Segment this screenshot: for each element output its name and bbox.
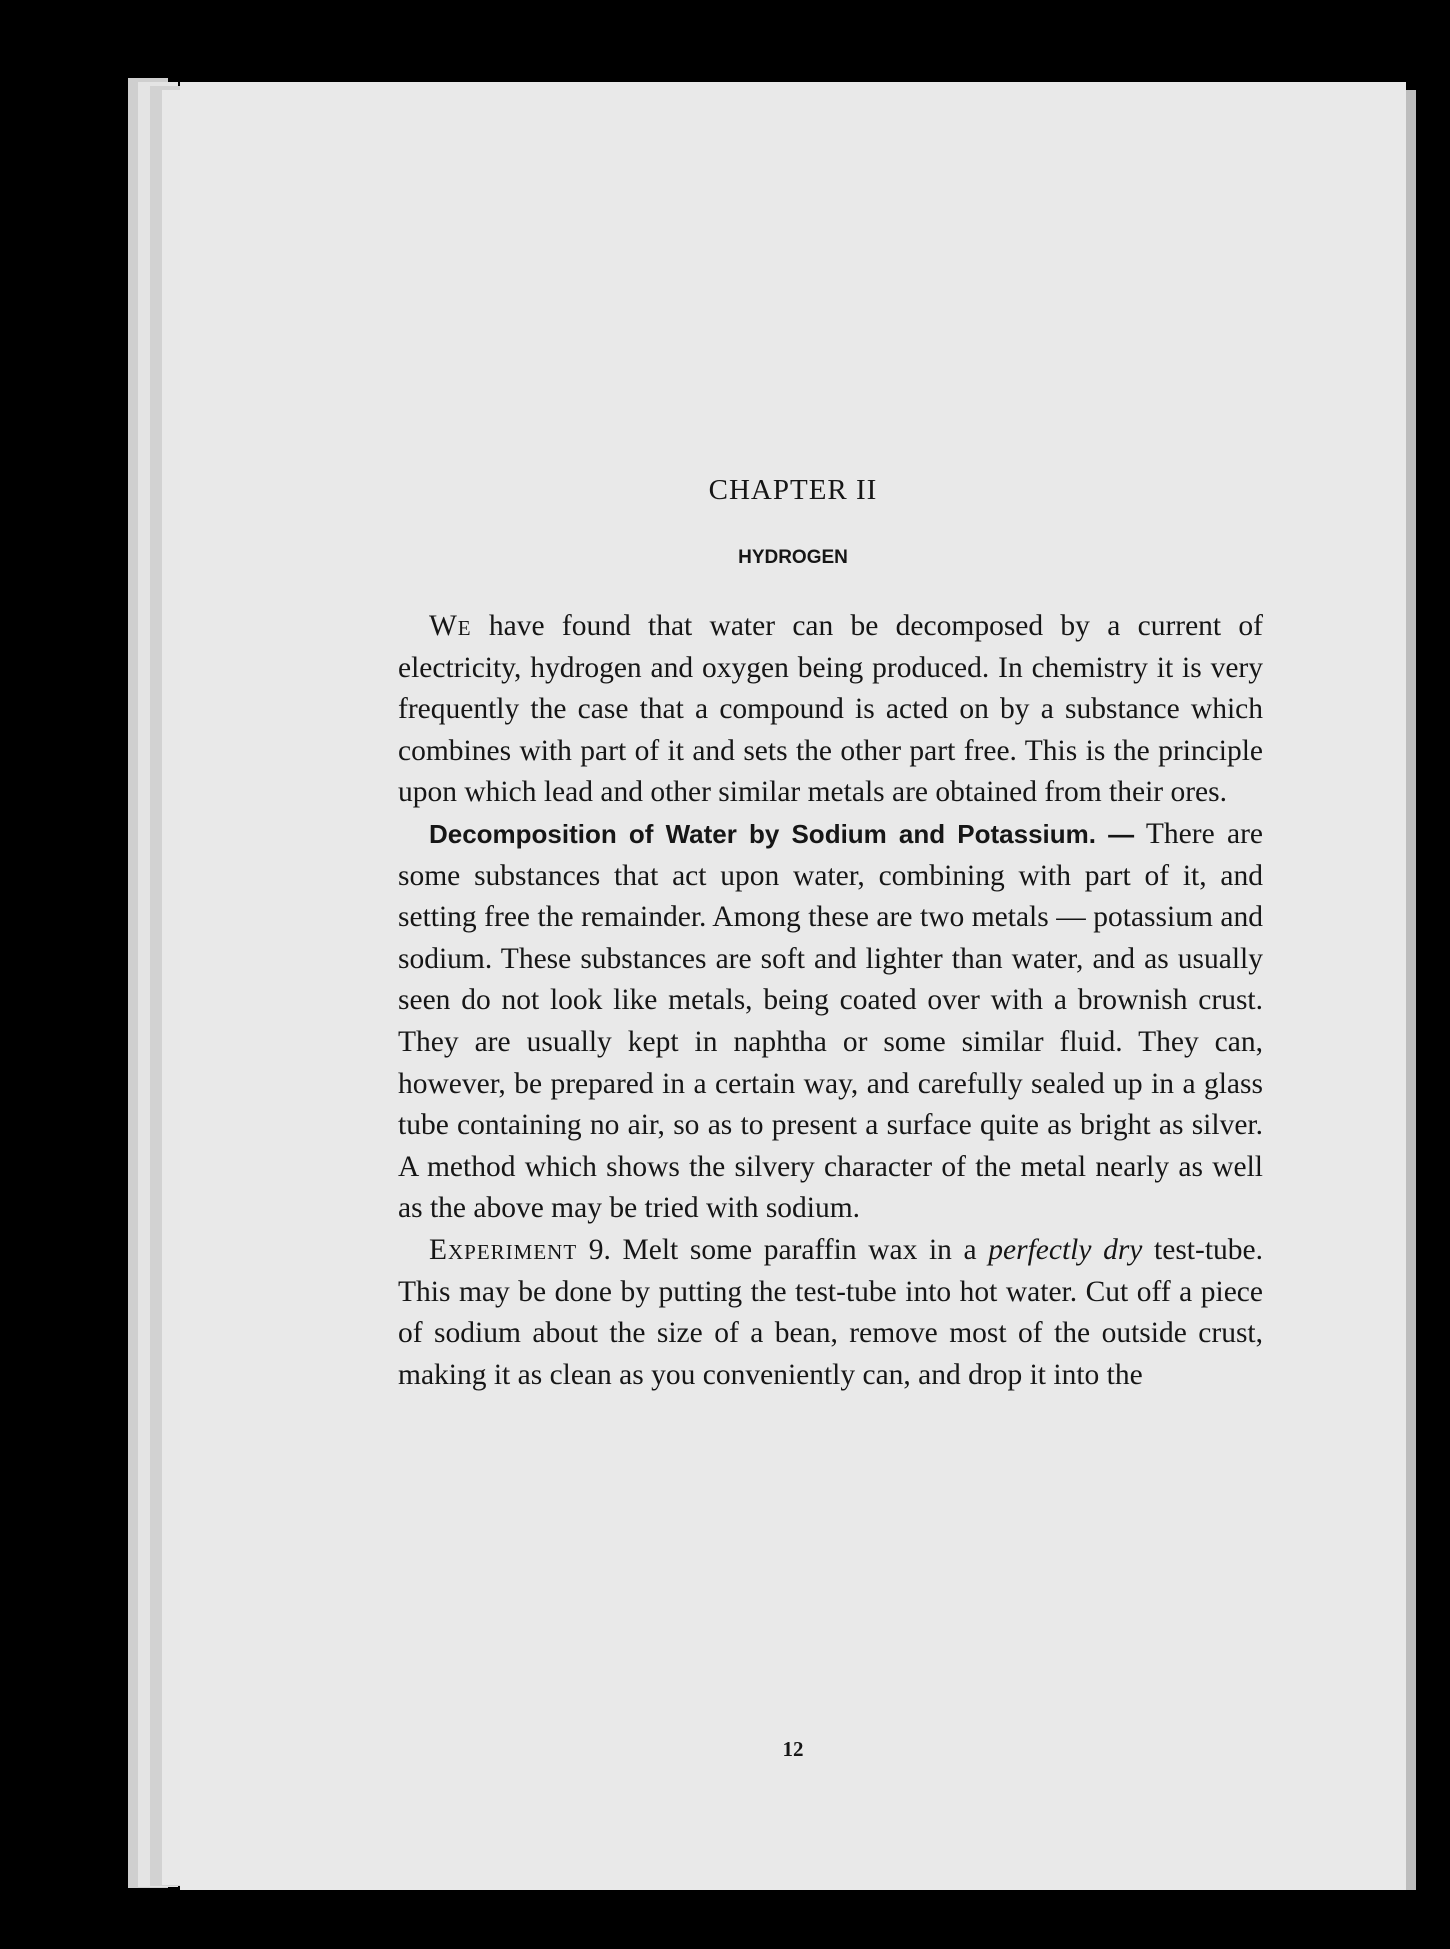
experiment-label: Experiment	[428, 1233, 578, 1266]
paragraph-text: have found that water can be decomposed by a current of electricity, hydrogen and oxygen being produced. In chemistry it is very frequently the case that a compound is acted on by a substance which combines with part of it and sets the other part free. This is the principle upon which lead and other similar metals are obtained from their ores.	[398, 610, 1263, 809]
lead-word: We	[428, 610, 472, 642]
paragraph-text: There are some substances that act upon water, combining with part of it, and setting free the remainder. Among these are two metals — potassium and sodium. These substances are soft and lighter than water, and as usually seen do not look like metals, being coated over with a brownish crust. They are usually kept in naphtha or some similar fluid. They can, however, be prepared in a certain way, and carefully sealed up in a glass tube containing no air, so as to present a surface quite as bright as silver. A method which shows the silvery character of the metal nearly as well as the above may be tried with sodium.	[398, 817, 1263, 1225]
page	[180, 82, 1406, 1890]
paragraph-3	[398, 1230, 1263, 1396]
paragraph-2	[398, 814, 1263, 1230]
chapter-title: HYDROGEN	[738, 547, 848, 568]
emphasis-text: perfectly dry	[988, 1233, 1143, 1266]
paragraph-text: test-tube. This may be done by putting the test-tube into hot water. Cut off a piece of sodium about the size of a bean, remove most of the outside crust, making it as clean as you conveniently can, and drop it into the	[398, 1233, 1263, 1391]
paragraph-1	[398, 606, 1263, 814]
binding-edge	[1406, 90, 1416, 1890]
paragraph-text: 9. Melt some paraffin wax in a	[577, 1233, 989, 1266]
body-text	[398, 606, 1263, 1396]
section-heading: Decomposition of Water by Sodium and Potassium. —	[428, 818, 1135, 849]
chapter-heading: CHAPTER II	[708, 474, 878, 506]
page-number: 12	[782, 1737, 804, 1761]
